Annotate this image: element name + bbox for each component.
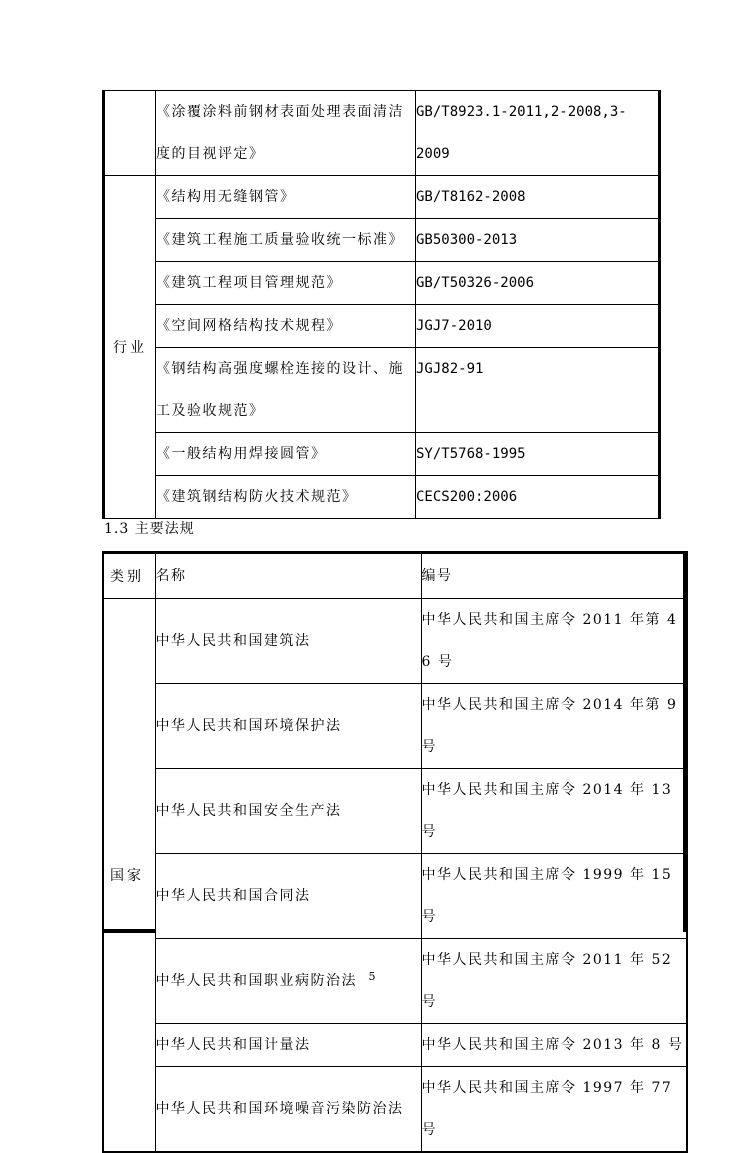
law-name: 中华人民共和国合同法 [155, 854, 421, 939]
table-row [103, 1024, 687, 1067]
standard-code: GB/T8162-2008 [416, 176, 660, 219]
law-name: 中华人民共和国环境保护法 [155, 684, 421, 769]
table-row [103, 854, 687, 939]
standard-code: JGJ82-91 [416, 348, 660, 433]
standards-table [102, 90, 661, 519]
law-name: 中华人民共和国职业病防治法 [155, 939, 421, 1024]
table-header-row [103, 553, 687, 599]
standard-code: GB/T50326-2006 [416, 262, 660, 305]
table-row [103, 1067, 687, 1153]
table-row [104, 433, 660, 476]
standard-code: GB/T8923.1-2011,2-2008,3-2009 [416, 91, 660, 176]
law-name: 中华人民共和国建筑法 [155, 599, 421, 684]
standard-name: 《钢结构高强度螺栓连接的设计、施工及验收规范》 [156, 348, 416, 433]
law-code: 中华人民共和国主席令 2011 年 52 号 [421, 939, 687, 1024]
category-cell-empty [104, 91, 156, 176]
table-row [104, 348, 660, 433]
law-code: 中华人民共和国主席令 2011 年第 46 号 [421, 599, 687, 684]
table-row [103, 684, 687, 769]
table-shadow-bottom [104, 929, 156, 933]
header-code: 编号 [421, 553, 687, 599]
standard-name: 《一般结构用焊接圆管》 [156, 433, 416, 476]
table-row [103, 599, 687, 684]
standard-code: SY/T5768-1995 [416, 433, 660, 476]
table-row [104, 305, 660, 348]
law-code: 中华人民共和国主席令 2013 年 8 号 [421, 1024, 687, 1067]
standard-code: JGJ7-2010 [416, 305, 660, 348]
law-name: 中华人民共和国安全生产法 [155, 769, 421, 854]
table-shadow-right [683, 554, 687, 932]
standard-name: 《涂覆涂料前钢材表面处理表面清洁度的目视评定》 [156, 91, 416, 176]
law-name: 中华人民共和国环境噪音污染防治法 [155, 1067, 421, 1153]
standard-name: 《结构用无缝钢管》 [156, 176, 416, 219]
standard-name: 《建筑钢结构防火技术规范》 [156, 476, 416, 519]
page-number: 5 [368, 970, 376, 983]
table-row [104, 176, 660, 219]
standard-code: GB50300-2013 [416, 219, 660, 262]
header-category: 类别 [103, 553, 155, 599]
standard-name: 《建筑工程项目管理规范》 [156, 262, 416, 305]
table-row [104, 219, 660, 262]
category-national: 国家 [103, 599, 155, 1153]
standard-name: 《建筑工程施工质量验收统一标准》 [156, 219, 416, 262]
standard-code: CECS200:2006 [416, 476, 660, 519]
standard-name: 《空间网格结构技术规程》 [156, 305, 416, 348]
table-row [104, 476, 660, 519]
category-industry: 行业 [104, 176, 156, 519]
header-name: 名称 [155, 553, 421, 599]
regulations-table [102, 551, 688, 1153]
law-code: 中华人民共和国主席令 2014 年第 9 号 [421, 684, 687, 769]
law-code: 中华人民共和国主席令 1999 年 15 号 [421, 854, 687, 939]
table-row [104, 262, 660, 305]
law-code: 中华人民共和国主席令 1997 年 77 号 [421, 1067, 687, 1153]
section-heading: 1.3 主要法规 [104, 521, 195, 537]
table-row [104, 91, 660, 176]
table-row [103, 769, 687, 854]
law-code: 中华人民共和国主席令 2014 年 13 号 [421, 769, 687, 854]
law-name: 中华人民共和国计量法 [155, 1024, 421, 1067]
